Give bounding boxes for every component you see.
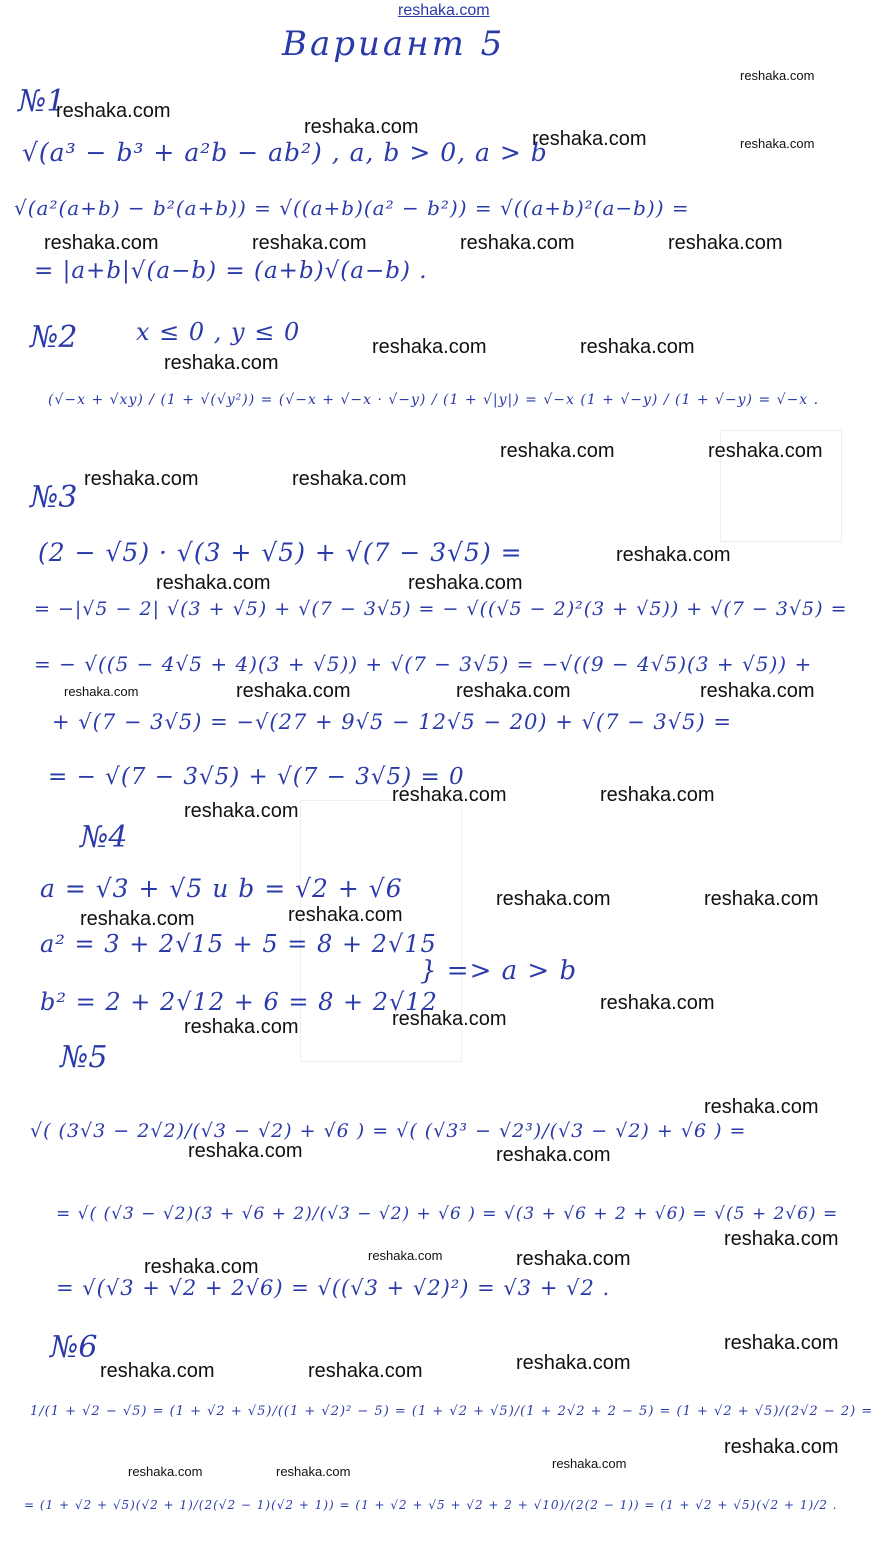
math-line: √(a²(a+b) − b²(a+b)) = √((a+b)(a² − b²)) = √((a+b)²(a−b)) =: [14, 196, 690, 220]
watermark: reshaka.com: [392, 1008, 507, 1030]
math-line: = √(√3 + √2 + 2√6) = √((√3 + √2)²) = √3 + √2 .: [56, 1276, 611, 1300]
watermark: reshaka.com: [740, 68, 815, 83]
watermark: reshaka.com: [516, 1352, 631, 1374]
problem-number: №6: [50, 1330, 98, 1365]
watermark: reshaka.com: [236, 680, 351, 702]
math-line: = √( (√3 − √2)(3 + √6 + 2)/(√3 − √2) + √6 ) = √(3 + √6 + 2 + √6) = √(5 + 2√6) =: [56, 1204, 839, 1224]
watermark: reshaka.com: [164, 352, 279, 374]
problem-number: №3: [30, 480, 78, 515]
site-link[interactable]: reshaka.com: [398, 2, 490, 19]
math-line: = |a+b|√(a−b) = (a+b)√(a−b) .: [34, 258, 428, 284]
watermark: reshaka.com: [724, 1332, 839, 1354]
watermark: reshaka.com: [456, 680, 571, 702]
watermark: reshaka.com: [368, 1248, 443, 1263]
watermark: reshaka.com: [292, 468, 407, 490]
watermark: reshaka.com: [408, 572, 523, 594]
watermark: reshaka.com: [56, 100, 171, 122]
watermark: reshaka.com: [516, 1248, 631, 1270]
watermark: reshaka.com: [496, 1144, 611, 1166]
watermark: reshaka.com: [724, 1436, 839, 1458]
page-title: Вариант 5: [282, 24, 506, 64]
watermark: reshaka.com: [496, 888, 611, 910]
watermark: reshaka.com: [44, 232, 159, 254]
watermark: reshaka.com: [580, 336, 695, 358]
math-line: 1/(1 + √2 − √5) = (1 + √2 + √5)/((1 + √2)² − 5) = (1 + √2 + √5)/(1 + 2√2 + 2 − 5) = (1 + √2 + √5)/(2√2 − 2) =: [30, 1404, 874, 1419]
math-line: a² = 3 + 2√15 + 5 = 8 + 2√15: [40, 930, 437, 958]
watermark: reshaka.com: [252, 232, 367, 254]
watermark: reshaka.com: [532, 128, 647, 150]
watermark: reshaka.com: [460, 232, 575, 254]
watermark: reshaka.com: [184, 800, 299, 822]
math-line: (2 − √5) · √(3 + √5) + √(7 − 3√5) =: [38, 538, 523, 567]
watermark: reshaka.com: [64, 684, 139, 699]
watermark: reshaka.com: [80, 908, 195, 930]
watermark: reshaka.com: [156, 572, 271, 594]
watermark: reshaka.com: [704, 888, 819, 910]
watermark: reshaka.com: [616, 544, 731, 566]
watermark: reshaka.com: [392, 784, 507, 806]
math-line: + √(7 − 3√5) = −√(27 + 9√5 − 12√5 − 20) + √(7 − 3√5) =: [52, 710, 733, 734]
watermark: reshaka.com: [276, 1464, 351, 1479]
watermark: reshaka.com: [700, 680, 815, 702]
watermark: reshaka.com: [500, 440, 615, 462]
watermark: reshaka.com: [600, 784, 715, 806]
watermark: reshaka.com: [372, 336, 487, 358]
math-line: √( (3√3 − 2√2)/(√3 − √2) + √6 ) = √( (√3³ − √2³)/(√3 − √2) + √6 ) =: [30, 1120, 747, 1142]
math-line: b² = 2 + 2√12 + 6 = 8 + 2√12: [40, 988, 438, 1016]
problem-number: №1: [18, 84, 66, 119]
problem-number: №2: [30, 320, 78, 355]
watermark: reshaka.com: [128, 1464, 203, 1479]
watermark: reshaka.com: [184, 1016, 299, 1038]
watermark: reshaka.com: [704, 1096, 819, 1118]
math-line: = − √((5 − 4√5 + 4)(3 + √5)) + √(7 − 3√5) = −√((9 − 4√5)(3 + √5)) +: [34, 652, 813, 676]
problem-number: №5: [60, 1040, 108, 1075]
math-line: = −|√5 − 2| √(3 + √5) + √(7 − 3√5) = − √((√5 − 2)²(3 + √5)) + √(7 − 3√5) =: [34, 598, 848, 620]
watermark: reshaka.com: [288, 904, 403, 926]
math-line: = (1 + √2 + √5)(√2 + 1)/(2(√2 − 1)(√2 + 1)) = (1 + √2 + √5 + √2 + 2 + √10)/(2(2 − 1)) = (1 + √2 + √5)(√2 + 1)/2 .: [24, 1498, 838, 1512]
math-line: (√−x + √xy) / (1 + √(√y²)) = (√−x + √−x · √−y) / (1 + √|y|) = √−x (1 + √−y) / (1 + √−y) = √−x .: [48, 392, 820, 408]
problem-number: №4: [80, 820, 128, 855]
watermark: reshaka.com: [188, 1140, 303, 1162]
watermark: reshaka.com: [100, 1360, 215, 1382]
watermark: reshaka.com: [144, 1256, 259, 1278]
math-line: = − √(7 − 3√5) + √(7 − 3√5) = 0: [48, 764, 465, 790]
watermark: reshaka.com: [84, 468, 199, 490]
watermark: reshaka.com: [600, 992, 715, 1014]
watermark: reshaka.com: [308, 1360, 423, 1382]
math-line: } => a > b: [420, 956, 578, 986]
math-line: √(a³ − b³ + a²b − ab²) , a, b > 0, a > b: [22, 138, 548, 167]
watermark: reshaka.com: [552, 1456, 627, 1471]
watermark: reshaka.com: [724, 1228, 839, 1250]
watermark: reshaka.com: [740, 136, 815, 151]
math-line: x ≤ 0 , y ≤ 0: [136, 318, 301, 346]
watermark: reshaka.com: [304, 116, 419, 138]
watermark: reshaka.com: [708, 440, 823, 462]
math-line: a = √3 + √5 и b = √2 + √6: [40, 874, 403, 903]
watermark: reshaka.com: [668, 232, 783, 254]
